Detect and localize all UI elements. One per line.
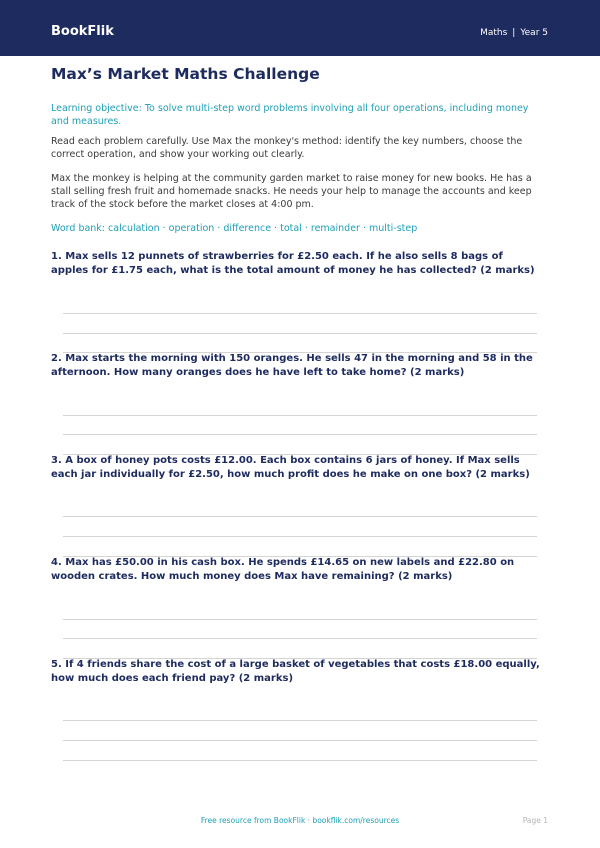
year-label: Year 5	[520, 28, 548, 38]
question-text: 5. If 4 friends share the cost of a large basket of vegetables that costs £18.00 equally, how much does each friend pay? (2 marks)	[51, 659, 540, 684]
question-1	[51, 250, 541, 278]
page-title: Max’s Market Maths Challenge	[51, 65, 320, 83]
instructions-paragraph: Read each problem carefully. Use Max the monkey's method: identify the key numbers, choose the correct operation, and show your working out clearly.	[51, 136, 523, 160]
answer-line[interactable]	[63, 434, 537, 435]
question-text: 2. Max starts the morning with 150 oranges. He sells 47 in the morning and 58 in the afternoon. How many oranges does he have left to take home? (2 marks)	[51, 353, 533, 378]
answer-line[interactable]	[63, 313, 537, 314]
question-text: 3. A box of honey pots costs £12.00. Each box contains 6 jars of honey. If Max sells each jar individually for £2.50, how much profit does he make on one box? (2 marks)	[51, 455, 530, 480]
page-number: Page 1	[522, 816, 548, 825]
answer-line[interactable]	[63, 720, 537, 721]
brand-logo-text: BookFlik	[51, 24, 114, 39]
answer-line[interactable]	[63, 333, 537, 334]
subject-year-label	[480, 28, 548, 38]
subject-label: Maths	[480, 28, 508, 38]
question-text: 4. Max has £50.00 in his cash box. He spends £14.65 on new labels and £22.80 on wooden crates. How much money does Max have remaining? (2 marks)	[51, 557, 515, 582]
answer-line[interactable]	[63, 415, 537, 416]
answer-line[interactable]	[63, 516, 537, 517]
word-bank: Word bank: calculation · operation · difference · total · remainder · multi-step	[51, 223, 418, 234]
meta-separator: |	[512, 28, 516, 38]
answer-line[interactable]	[63, 760, 537, 761]
page-header	[0, 0, 600, 56]
question-text: 1. Max sells 12 punnets of strawberries for £2.50 each. If he also sells 8 bags of apples for £1.75 each, what is the total amount of money he has collected? (2 marks)	[51, 251, 535, 276]
intro-section	[51, 65, 548, 235]
question-3	[51, 454, 541, 482]
answer-line[interactable]	[63, 638, 537, 639]
question-5	[51, 658, 541, 686]
answer-line[interactable]	[63, 740, 537, 741]
story-paragraph: Max the monkey is helping at the community garden market to raise money for new books. He has a stall selling fresh fruit and homemade snacks. He needs your help to manage the accounts and keep track of the stock before the market closes at 4:00 pm.	[51, 173, 532, 210]
question-2	[51, 352, 541, 380]
learning-objective: Learning objective: To solve multi-step word problems involving all four operations, including money and measures.	[51, 103, 529, 127]
question-4	[51, 556, 541, 584]
footer-credit: Free resource from BookFlik · bookflik.com/resources	[200, 816, 400, 825]
answer-line[interactable]	[63, 619, 537, 620]
answer-line[interactable]	[63, 536, 537, 537]
